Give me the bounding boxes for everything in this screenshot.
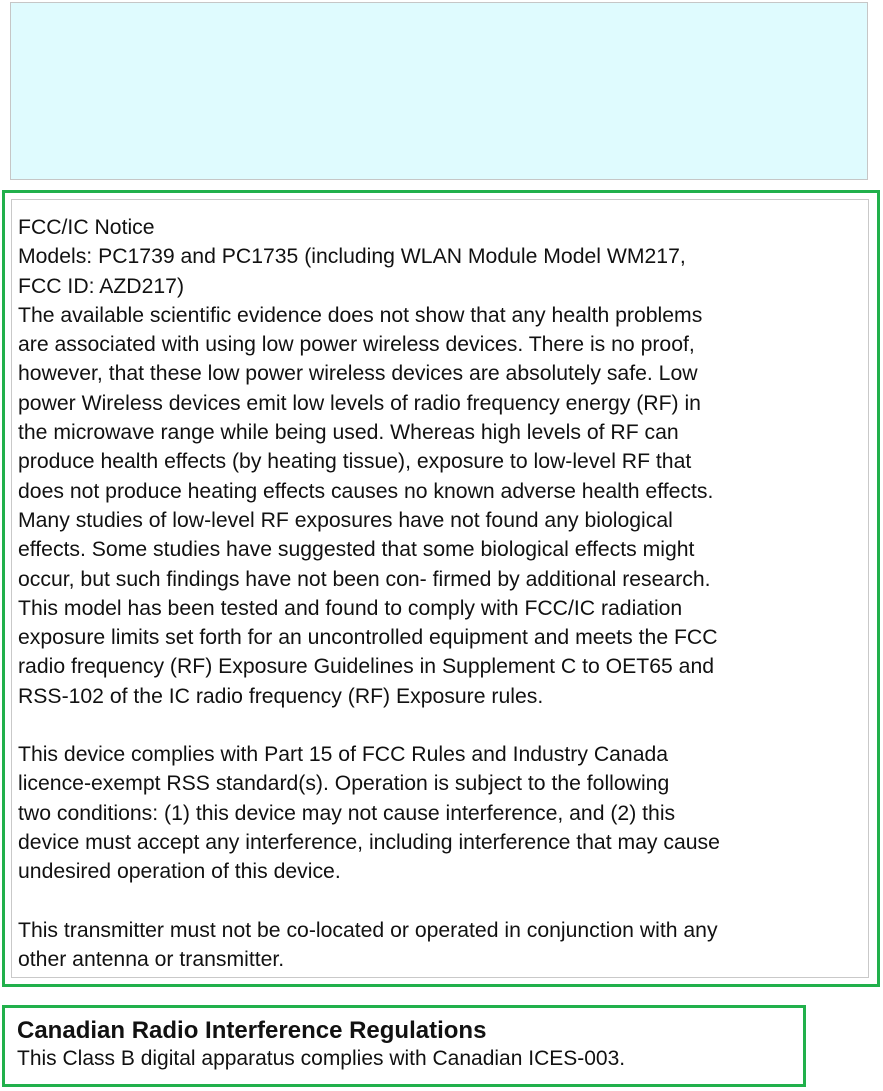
- notice-line: The available scientific evidence does not show that any health problems: [18, 303, 703, 327]
- notice-line: Many studies of low-level RF exposures have not found any biological: [18, 508, 673, 532]
- canadian-regulations-content: [17, 1016, 799, 1072]
- notice-line: undesired operation of this device.: [18, 860, 341, 884]
- notice-line: produce health effects (by heating tissue), exposure to low-level RF that: [18, 450, 692, 474]
- canadian-regulations-title: Canadian Radio Interference Regulations: [17, 1017, 487, 1044]
- notice-block-1: [18, 242, 868, 711]
- top-blank-panel: [10, 2, 868, 180]
- notice-line: power Wireless devices emit low levels of radio frequency energy (RF) in: [18, 391, 701, 415]
- notice-line: FCC ID: AZD217): [18, 274, 185, 298]
- paragraph-gap: [18, 887, 868, 916]
- notice-line: occur, but such findings have not been con- firmed by additional research.: [18, 567, 711, 591]
- notice-line: effects. Some studies have suggested that some biological effects might: [18, 538, 695, 562]
- paragraph-gap: [18, 711, 868, 740]
- notice-line: device must accept any interference, including interference that may cause: [18, 830, 720, 854]
- canadian-regulations-text: This Class B digital apparatus complies with Canadian ICES-003.: [17, 1047, 626, 1070]
- notice-block-2: [18, 740, 868, 886]
- notice-line: RSS-102 of the IC radio frequency (RF) Exposure rules.: [18, 684, 544, 708]
- notice-line: the microwave range while being used. Whereas high levels of RF can: [18, 421, 679, 445]
- notice-line: licence-exempt RSS standard(s). Operation is subject to the following: [18, 772, 670, 796]
- notice-line: radio frequency (RF) Exposure Guidelines in Supplement C to OET65 and: [18, 655, 715, 679]
- notice-line: however, that these low power wireless devices are absolutely safe. Low: [18, 362, 698, 386]
- notice-title: FCC/IC Notice: [18, 216, 155, 239]
- canadian-regulations-frame: [2, 1005, 806, 1087]
- notice-line: exposure limits set forth for an uncontrolled equipment and meets the FCC: [18, 626, 718, 650]
- notice-line: other antenna or transmitter.: [18, 947, 285, 971]
- notice-line: Models: PC1739 and PC1735 (including WLAN Module Model WM217,: [18, 245, 686, 269]
- notice-line: This transmitter must not be co-located or operated in conjunction with any: [18, 918, 718, 942]
- fcc-notice-box: [11, 199, 869, 978]
- notice-line: This device complies with Part 15 of FCC Rules and Industry Canada: [18, 743, 669, 767]
- notice-line: does not produce heating effects causes no known adverse health effects.: [18, 479, 714, 503]
- notice-block-3: [18, 916, 868, 975]
- notice-line: two conditions: (1) this device may not cause interference, and (2) this: [18, 801, 676, 825]
- fcc-notice-frame: [2, 190, 880, 987]
- notice-line: are associated with using low power wireless devices. There is no proof,: [18, 333, 695, 357]
- notice-line: This model has been tested and found to comply with FCC/IC radiation: [18, 596, 683, 620]
